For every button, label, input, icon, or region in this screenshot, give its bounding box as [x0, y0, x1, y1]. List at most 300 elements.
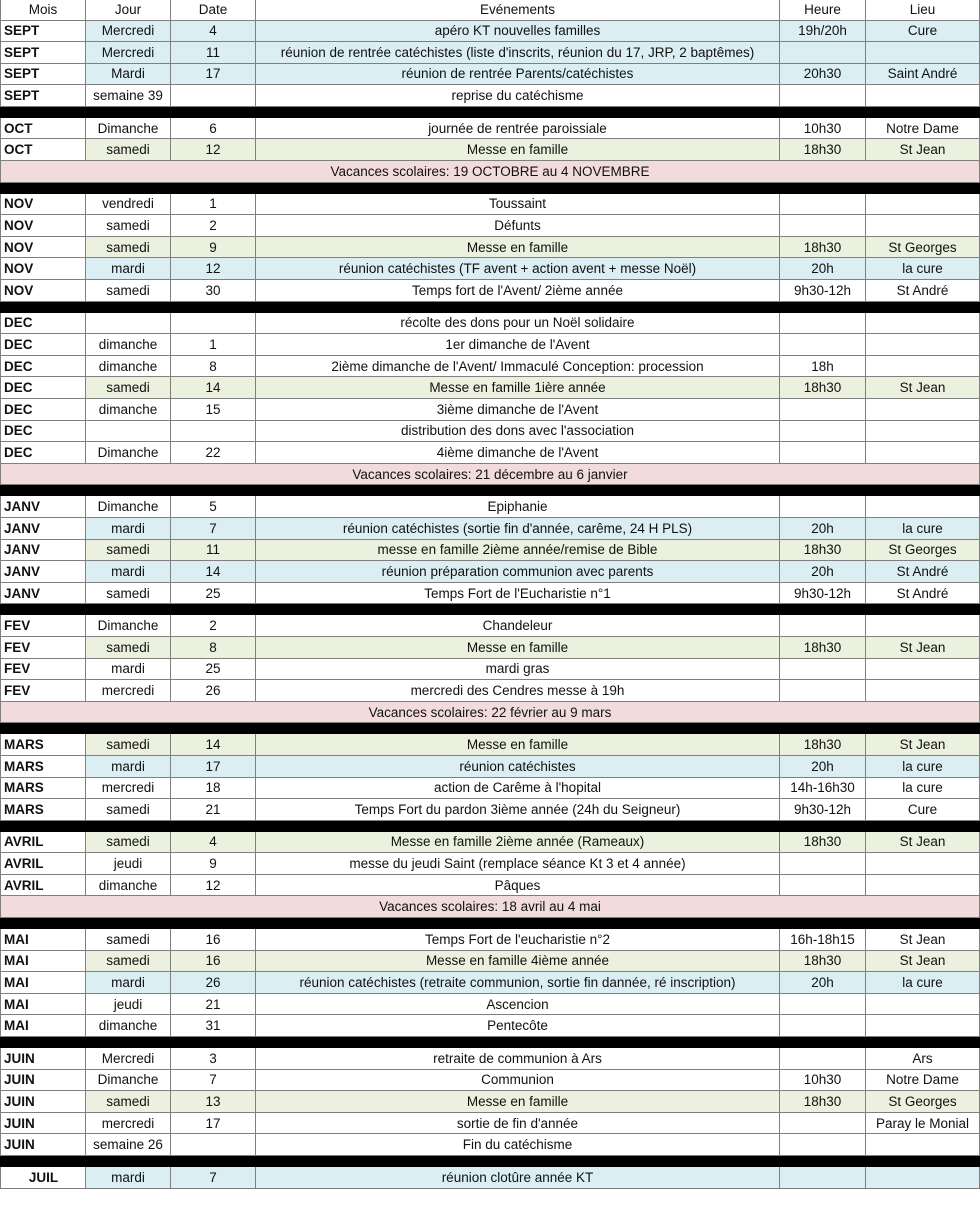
separator-bar — [1, 182, 980, 193]
cell-heure — [780, 874, 866, 896]
cell-lieu: St Jean — [866, 950, 980, 972]
cell-evenement: sortie de fin d'année — [256, 1112, 780, 1134]
cell-heure: 9h30-12h — [780, 582, 866, 604]
cell-mois: JUIN — [1, 1134, 86, 1156]
cell-date — [171, 312, 256, 334]
table-row — [1, 853, 980, 875]
cell-jour: Dimanche — [86, 615, 171, 637]
table-row — [1, 355, 980, 377]
cell-jour: dimanche — [86, 1015, 171, 1037]
cell-lieu: Saint André — [866, 63, 980, 85]
cell-lieu: Paray le Monial — [866, 1112, 980, 1134]
cell-heure: 9h30-12h — [780, 280, 866, 302]
cell-jour: dimanche — [86, 355, 171, 377]
table-row — [1, 334, 980, 356]
table-row — [1, 193, 980, 215]
cell-evenement: Fin du catéchisme — [256, 1134, 780, 1156]
cell-date: 17 — [171, 1112, 256, 1134]
cell-heure — [780, 312, 866, 334]
cell-jour: Mercredi — [86, 42, 171, 64]
cell-date: 26 — [171, 680, 256, 702]
cell-evenement: Messe en famille — [256, 734, 780, 756]
table-row — [1, 236, 980, 258]
cell-evenement: 2ième dimanche de l'Avent/ Immaculé Conception: procession — [256, 355, 780, 377]
cell-heure: 20h — [780, 561, 866, 583]
cell-heure: 18h30 — [780, 139, 866, 161]
cell-mois: JANV — [1, 539, 86, 561]
table-row — [1, 442, 980, 464]
cell-lieu — [866, 853, 980, 875]
cell-evenement: apéro KT nouvelles familles — [256, 20, 780, 42]
cell-mois: SEPT — [1, 20, 86, 42]
cell-mois: JUIL — [1, 1167, 86, 1189]
cell-lieu: St Jean — [866, 734, 980, 756]
cell-evenement: Défunts — [256, 215, 780, 237]
cell-date: 4 — [171, 20, 256, 42]
month-separator — [1, 918, 980, 929]
table-row — [1, 799, 980, 821]
cell-heure: 20h — [780, 972, 866, 994]
cell-mois: DEC — [1, 334, 86, 356]
cell-date: 7 — [171, 517, 256, 539]
cell-date: 9 — [171, 236, 256, 258]
table-body — [1, 20, 980, 1188]
cell-heure: 18h30 — [780, 950, 866, 972]
cell-mois: JANV — [1, 496, 86, 518]
cell-evenement: mardi gras — [256, 658, 780, 680]
cell-evenement: Messe en famille 4ième année — [256, 950, 780, 972]
header-evenements: Evénements — [256, 0, 780, 20]
separator-bar — [1, 301, 980, 312]
cell-jour: dimanche — [86, 874, 171, 896]
cell-jour: dimanche — [86, 334, 171, 356]
cell-evenement: Messe en famille — [256, 636, 780, 658]
cell-date: 17 — [171, 63, 256, 85]
cell-jour: samedi — [86, 280, 171, 302]
cell-date: 16 — [171, 929, 256, 951]
month-separator — [1, 723, 980, 734]
cell-jour: Dimanche — [86, 1069, 171, 1091]
cell-jour: samedi — [86, 1091, 171, 1113]
cell-mois: MAI — [1, 1015, 86, 1037]
header-lieu: Lieu — [866, 0, 980, 20]
cell-mois: SEPT — [1, 42, 86, 64]
cell-date: 31 — [171, 1015, 256, 1037]
table-row — [1, 680, 980, 702]
cell-jour: Mercredi — [86, 20, 171, 42]
cell-mois: FEV — [1, 636, 86, 658]
cell-jour: samedi — [86, 950, 171, 972]
table-row — [1, 258, 980, 280]
cell-lieu — [866, 312, 980, 334]
cell-date: 11 — [171, 42, 256, 64]
cell-mois: FEV — [1, 615, 86, 637]
cell-evenement: Pentecôte — [256, 1015, 780, 1037]
cell-heure: 20h — [780, 517, 866, 539]
vacation-row — [1, 161, 980, 183]
cell-evenement: réunion catéchistes — [256, 755, 780, 777]
cell-jour: mardi — [86, 561, 171, 583]
table-row — [1, 1048, 980, 1070]
cell-mois: AVRIL — [1, 853, 86, 875]
cell-date: 14 — [171, 734, 256, 756]
vacation-text: Vacances scolaires: 18 avril au 4 mai — [1, 896, 980, 918]
cell-heure — [780, 1167, 866, 1189]
cell-mois: OCT — [1, 117, 86, 139]
separator-bar — [1, 1156, 980, 1167]
cell-evenement: réunion catéchistes (sortie fin d'année, carême, 24 H PLS) — [256, 517, 780, 539]
cell-evenement: Messe en famille — [256, 236, 780, 258]
month-separator — [1, 182, 980, 193]
cell-jour: jeudi — [86, 853, 171, 875]
table-row — [1, 636, 980, 658]
cell-heure — [780, 42, 866, 64]
cell-mois: JUIN — [1, 1112, 86, 1134]
cell-evenement: Messe en famille 1ière année — [256, 377, 780, 399]
cell-lieu: Cure — [866, 799, 980, 821]
cell-date: 9 — [171, 853, 256, 875]
table-row — [1, 972, 980, 994]
separator-bar — [1, 820, 980, 831]
cell-heure: 18h — [780, 355, 866, 377]
cell-evenement: distribution des dons avec l'association — [256, 420, 780, 442]
vacation-text: Vacances scolaires: 19 OCTOBRE au 4 NOVEMBRE — [1, 161, 980, 183]
table-row — [1, 539, 980, 561]
cell-lieu: St Jean — [866, 636, 980, 658]
cell-date: 7 — [171, 1167, 256, 1189]
cell-date: 1 — [171, 334, 256, 356]
cell-lieu: Cure — [866, 20, 980, 42]
cell-lieu — [866, 1015, 980, 1037]
cell-date: 12 — [171, 258, 256, 280]
table-row — [1, 777, 980, 799]
cell-heure: 18h30 — [780, 1091, 866, 1113]
cell-heure: 9h30-12h — [780, 799, 866, 821]
cell-mois: AVRIL — [1, 874, 86, 896]
separator-bar — [1, 604, 980, 615]
cell-heure: 10h30 — [780, 117, 866, 139]
table-row — [1, 399, 980, 421]
cell-jour: samedi — [86, 831, 171, 853]
cell-date: 14 — [171, 377, 256, 399]
cell-mois: JUIN — [1, 1069, 86, 1091]
cell-date: 2 — [171, 615, 256, 637]
table-row — [1, 1091, 980, 1113]
cell-mois: SEPT — [1, 85, 86, 107]
cell-evenement: Temps Fort de l'eucharistie n°2 — [256, 929, 780, 951]
cell-jour: samedi — [86, 539, 171, 561]
cell-jour: samedi — [86, 582, 171, 604]
cell-lieu: la cure — [866, 777, 980, 799]
cell-lieu: Notre Dame — [866, 117, 980, 139]
table-row — [1, 117, 980, 139]
table-row — [1, 734, 980, 756]
cell-evenement: 1er dimanche de l'Avent — [256, 334, 780, 356]
cell-date — [171, 420, 256, 442]
cell-date: 25 — [171, 582, 256, 604]
cell-heure — [780, 442, 866, 464]
cell-heure — [780, 1112, 866, 1134]
cell-heure: 18h30 — [780, 831, 866, 853]
cell-heure — [780, 993, 866, 1015]
cell-evenement: Temps fort de l'Avent/ 2ième année — [256, 280, 780, 302]
vacation-text: Vacances scolaires: 22 février au 9 mars — [1, 701, 980, 723]
cell-jour: mercredi — [86, 777, 171, 799]
cell-heure — [780, 1015, 866, 1037]
table-row — [1, 658, 980, 680]
table-row — [1, 280, 980, 302]
cell-date: 16 — [171, 950, 256, 972]
cell-jour: mardi — [86, 972, 171, 994]
cell-jour: samedi — [86, 929, 171, 951]
cell-heure — [780, 615, 866, 637]
cell-heure — [780, 215, 866, 237]
cell-date: 30 — [171, 280, 256, 302]
cell-evenement: reprise du catéchisme — [256, 85, 780, 107]
cell-mois: DEC — [1, 442, 86, 464]
cell-jour: semaine 39 — [86, 85, 171, 107]
cell-mois: FEV — [1, 658, 86, 680]
cell-heure — [780, 680, 866, 702]
cell-heure — [780, 1134, 866, 1156]
cell-evenement: retraite de communion à Ars — [256, 1048, 780, 1070]
cell-lieu — [866, 680, 980, 702]
cell-heure — [780, 334, 866, 356]
cell-mois: MAI — [1, 993, 86, 1015]
cell-lieu: la cure — [866, 755, 980, 777]
table-row — [1, 20, 980, 42]
table-row — [1, 831, 980, 853]
cell-date: 12 — [171, 139, 256, 161]
table-row — [1, 377, 980, 399]
table-row — [1, 63, 980, 85]
separator-bar — [1, 106, 980, 117]
cell-evenement: 4ième dimanche de l'Avent — [256, 442, 780, 464]
cell-lieu: St Jean — [866, 831, 980, 853]
cell-date: 12 — [171, 874, 256, 896]
cell-mois: DEC — [1, 420, 86, 442]
cell-lieu — [866, 1167, 980, 1189]
cell-lieu: la cure — [866, 258, 980, 280]
cell-mois: JANV — [1, 517, 86, 539]
cell-lieu: St Georges — [866, 1091, 980, 1113]
cell-jour: dimanche — [86, 399, 171, 421]
cell-lieu: St André — [866, 561, 980, 583]
cell-heure — [780, 496, 866, 518]
cell-heure: 18h30 — [780, 377, 866, 399]
cell-evenement: Communion — [256, 1069, 780, 1091]
cell-evenement: Messe en famille — [256, 139, 780, 161]
cell-jour: samedi — [86, 236, 171, 258]
cell-evenement: mercredi des Cendres messe à 19h — [256, 680, 780, 702]
cell-date: 21 — [171, 799, 256, 821]
cell-lieu — [866, 85, 980, 107]
cell-date: 25 — [171, 658, 256, 680]
cell-heure — [780, 399, 866, 421]
cell-mois: DEC — [1, 312, 86, 334]
cell-evenement: réunion préparation communion avec parents — [256, 561, 780, 583]
cell-date: 1 — [171, 193, 256, 215]
table-row — [1, 874, 980, 896]
cell-evenement: Toussaint — [256, 193, 780, 215]
table-row — [1, 85, 980, 107]
cell-lieu: St Georges — [866, 236, 980, 258]
cell-date — [171, 1134, 256, 1156]
cell-jour — [86, 312, 171, 334]
cell-lieu — [866, 496, 980, 518]
cell-evenement: messe en famille 2ième année/remise de Bible — [256, 539, 780, 561]
cell-jour: Dimanche — [86, 442, 171, 464]
month-separator — [1, 1037, 980, 1048]
cell-heure: 18h30 — [780, 236, 866, 258]
month-separator — [1, 301, 980, 312]
cell-heure — [780, 658, 866, 680]
vacation-row — [1, 896, 980, 918]
cell-mois: AVRIL — [1, 831, 86, 853]
cell-date: 15 — [171, 399, 256, 421]
table-row — [1, 215, 980, 237]
cell-mois: JANV — [1, 561, 86, 583]
cell-lieu — [866, 399, 980, 421]
cell-date: 17 — [171, 755, 256, 777]
cell-heure — [780, 420, 866, 442]
cell-lieu — [866, 215, 980, 237]
cell-jour: mardi — [86, 1167, 171, 1189]
cell-jour: vendredi — [86, 193, 171, 215]
cell-lieu: St André — [866, 582, 980, 604]
cell-lieu: St Jean — [866, 139, 980, 161]
cell-evenement: Pâques — [256, 874, 780, 896]
table-header — [1, 0, 980, 20]
table-row — [1, 582, 980, 604]
cell-jour: semaine 26 — [86, 1134, 171, 1156]
cell-lieu: la cure — [866, 517, 980, 539]
header-heure: Heure — [780, 0, 866, 20]
cell-jour: mardi — [86, 517, 171, 539]
cell-mois: MARS — [1, 777, 86, 799]
cell-mois: NOV — [1, 258, 86, 280]
cell-mois: JUIN — [1, 1091, 86, 1113]
cell-lieu — [866, 420, 980, 442]
month-separator — [1, 106, 980, 117]
cell-heure — [780, 193, 866, 215]
cell-mois: DEC — [1, 377, 86, 399]
table-row — [1, 312, 980, 334]
cell-mois: NOV — [1, 280, 86, 302]
cell-mois: MARS — [1, 799, 86, 821]
cell-lieu — [866, 355, 980, 377]
cell-lieu: la cure — [866, 972, 980, 994]
table-row — [1, 615, 980, 637]
cell-date: 5 — [171, 496, 256, 518]
cell-date: 3 — [171, 1048, 256, 1070]
cell-heure: 18h30 — [780, 734, 866, 756]
header-date: Date — [171, 0, 256, 20]
separator-bar — [1, 723, 980, 734]
cell-jour: Dimanche — [86, 117, 171, 139]
cell-date — [171, 85, 256, 107]
cell-jour: samedi — [86, 215, 171, 237]
cell-date: 13 — [171, 1091, 256, 1113]
cell-evenement: Chandeleur — [256, 615, 780, 637]
cell-heure: 10h30 — [780, 1069, 866, 1091]
vacation-text: Vacances scolaires: 21 décembre au 6 janvier — [1, 463, 980, 485]
cell-heure: 20h — [780, 258, 866, 280]
separator-bar — [1, 918, 980, 929]
cell-heure — [780, 1048, 866, 1070]
table-row — [1, 755, 980, 777]
cell-evenement: 3ième dimanche de l'Avent — [256, 399, 780, 421]
cell-evenement: réunion catéchistes (TF avent + action avent + messe Noël) — [256, 258, 780, 280]
cell-lieu — [866, 993, 980, 1015]
cell-mois: NOV — [1, 215, 86, 237]
cell-evenement: réunion de rentrée Parents/catéchistes — [256, 63, 780, 85]
table-row — [1, 1167, 980, 1189]
cell-lieu — [866, 442, 980, 464]
cell-jour — [86, 420, 171, 442]
table-row — [1, 993, 980, 1015]
cell-lieu: St Jean — [866, 377, 980, 399]
table-row — [1, 517, 980, 539]
cell-jour: mercredi — [86, 1112, 171, 1134]
cell-date: 7 — [171, 1069, 256, 1091]
cell-jour: Mardi — [86, 63, 171, 85]
cell-heure: 18h30 — [780, 636, 866, 658]
table-row — [1, 950, 980, 972]
table-row — [1, 929, 980, 951]
month-separator — [1, 604, 980, 615]
vacation-row — [1, 463, 980, 485]
cell-date: 4 — [171, 831, 256, 853]
cell-heure: 20h30 — [780, 63, 866, 85]
cell-heure: 16h-18h15 — [780, 929, 866, 951]
cell-lieu — [866, 334, 980, 356]
cell-jour: mardi — [86, 258, 171, 280]
cell-lieu: St Jean — [866, 929, 980, 951]
month-separator — [1, 485, 980, 496]
cell-heure: 19h/20h — [780, 20, 866, 42]
cell-date: 2 — [171, 215, 256, 237]
cell-date: 26 — [171, 972, 256, 994]
cell-heure: 20h — [780, 755, 866, 777]
table-row — [1, 1112, 980, 1134]
vacation-row — [1, 701, 980, 723]
cell-mois: NOV — [1, 193, 86, 215]
separator-bar — [1, 1037, 980, 1048]
cell-lieu — [866, 874, 980, 896]
cell-evenement: réunion clotûre année KT — [256, 1167, 780, 1189]
cell-date: 18 — [171, 777, 256, 799]
cell-evenement: Messe en famille 2ième année (Rameaux) — [256, 831, 780, 853]
cell-heure: 18h30 — [780, 539, 866, 561]
table-row — [1, 561, 980, 583]
cell-mois: MARS — [1, 734, 86, 756]
cell-mois: JANV — [1, 582, 86, 604]
table-row — [1, 496, 980, 518]
cell-evenement: réunion catéchistes (retraite communion, sortie fin dannée, ré inscription) — [256, 972, 780, 994]
cell-jour: Dimanche — [86, 496, 171, 518]
cell-mois: MAI — [1, 950, 86, 972]
cell-mois: MARS — [1, 755, 86, 777]
cell-jour: samedi — [86, 636, 171, 658]
cell-lieu: St André — [866, 280, 980, 302]
cell-jour: mercredi — [86, 680, 171, 702]
cell-mois: DEC — [1, 355, 86, 377]
month-separator — [1, 1156, 980, 1167]
cell-lieu: St Georges — [866, 539, 980, 561]
cell-date: 11 — [171, 539, 256, 561]
cell-evenement: action de Carême à l'hopital — [256, 777, 780, 799]
